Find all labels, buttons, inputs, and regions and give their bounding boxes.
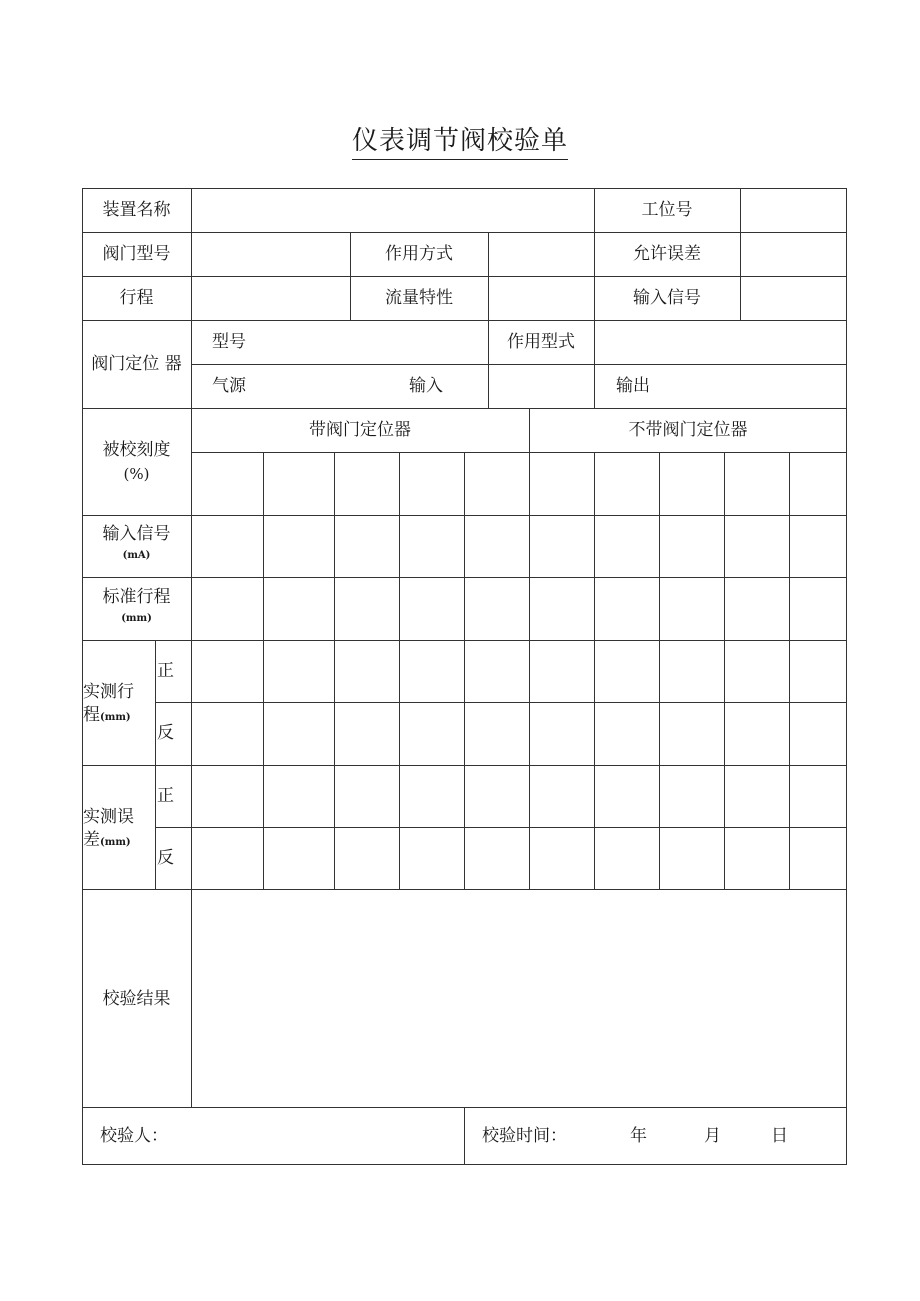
air-source-label: 气源 [212, 376, 246, 396]
valve-model-label: 阀门型号 [102, 244, 171, 264]
positioner-model-label: 型号 [212, 332, 246, 352]
rule [155, 827, 847, 828]
input-signal-label: 输入信号 [633, 288, 701, 308]
year-label: 年 [630, 1126, 647, 1146]
positioner-output-label: 输出 [616, 376, 650, 396]
result-label: 校验结果 [102, 989, 171, 1009]
stroke-label: 行程 [119, 288, 154, 308]
input-sig-label: 输入信号 [102, 524, 171, 544]
inspector-label: 校验人： [100, 1126, 168, 1146]
measured-stroke-pos: 正 [157, 661, 174, 681]
device-name-label: 装置名称 [102, 200, 171, 220]
action-mode-label: 作用方式 [385, 244, 453, 264]
rule [399, 452, 400, 889]
without-positioner-header: 不带阀门定位器 [628, 420, 748, 440]
input-sig-unit: (mA) [122, 550, 151, 561]
measured-error-label-2 [83, 830, 131, 853]
positioner-model-field[interactable] [250, 321, 488, 364]
rule [594, 452, 595, 889]
action-type-label: 作用型式 [507, 332, 575, 352]
valve-model-field[interactable] [192, 233, 350, 276]
rule [155, 702, 847, 703]
station-no-label: 工位号 [641, 200, 693, 220]
rule [334, 452, 335, 889]
std-stroke-label: 标准行程 [102, 587, 171, 607]
month-label: 月 [704, 1126, 721, 1146]
rule [155, 640, 156, 889]
std-stroke-unit: (mm) [121, 613, 152, 624]
device-name-field[interactable] [192, 189, 594, 232]
title-text: 仪表调节阀校验单 [352, 126, 568, 160]
allow-error-label: 允许误差 [633, 244, 701, 264]
time-label: 校验时间： [482, 1126, 567, 1146]
stroke-field[interactable] [192, 277, 350, 320]
positioner-input-label: 输入 [409, 376, 443, 396]
allow-error-field[interactable] [741, 233, 846, 276]
rule [529, 408, 530, 889]
action-mode-field[interactable] [489, 233, 594, 276]
measured-stroke-line2: 程 [83, 705, 100, 725]
measured-error-pos: 正 [157, 786, 174, 806]
measured-error-neg: 反 [157, 848, 174, 868]
measured-stroke-unit: (mm) [100, 712, 131, 723]
measured-error-unit: (mm) [100, 837, 131, 848]
day-label: 日 [771, 1126, 788, 1146]
rule [659, 452, 660, 889]
positioner-label: 阀门定位 器 [91, 354, 182, 374]
positioner-input-field[interactable] [489, 365, 594, 408]
measured-stroke-neg: 反 [157, 723, 174, 743]
measured-stroke-label: 实测行 [83, 682, 134, 702]
result-field[interactable] [192, 890, 846, 1107]
rule [82, 408, 847, 409]
scale-label: 被校刻度 [102, 440, 171, 460]
rule [263, 452, 264, 889]
rule [464, 452, 465, 889]
flow-char-label: 流量特性 [385, 288, 453, 308]
inspector-field[interactable] [170, 1108, 464, 1164]
measured-error-label: 实测误 [83, 807, 134, 827]
rule [191, 452, 847, 453]
scale-unit: (%) [123, 465, 150, 483]
input-signal-field[interactable] [741, 277, 846, 320]
measured-stroke-label-2 [83, 705, 131, 728]
station-no-field[interactable] [741, 189, 846, 232]
flow-char-field[interactable] [489, 277, 594, 320]
action-type-field[interactable] [595, 321, 846, 364]
with-positioner-header: 带阀门定位器 [309, 420, 411, 440]
measured-error-line2: 差 [83, 830, 100, 850]
rule [464, 1107, 465, 1165]
rule [789, 452, 790, 889]
rule [724, 452, 725, 889]
form-title [0, 120, 920, 157]
